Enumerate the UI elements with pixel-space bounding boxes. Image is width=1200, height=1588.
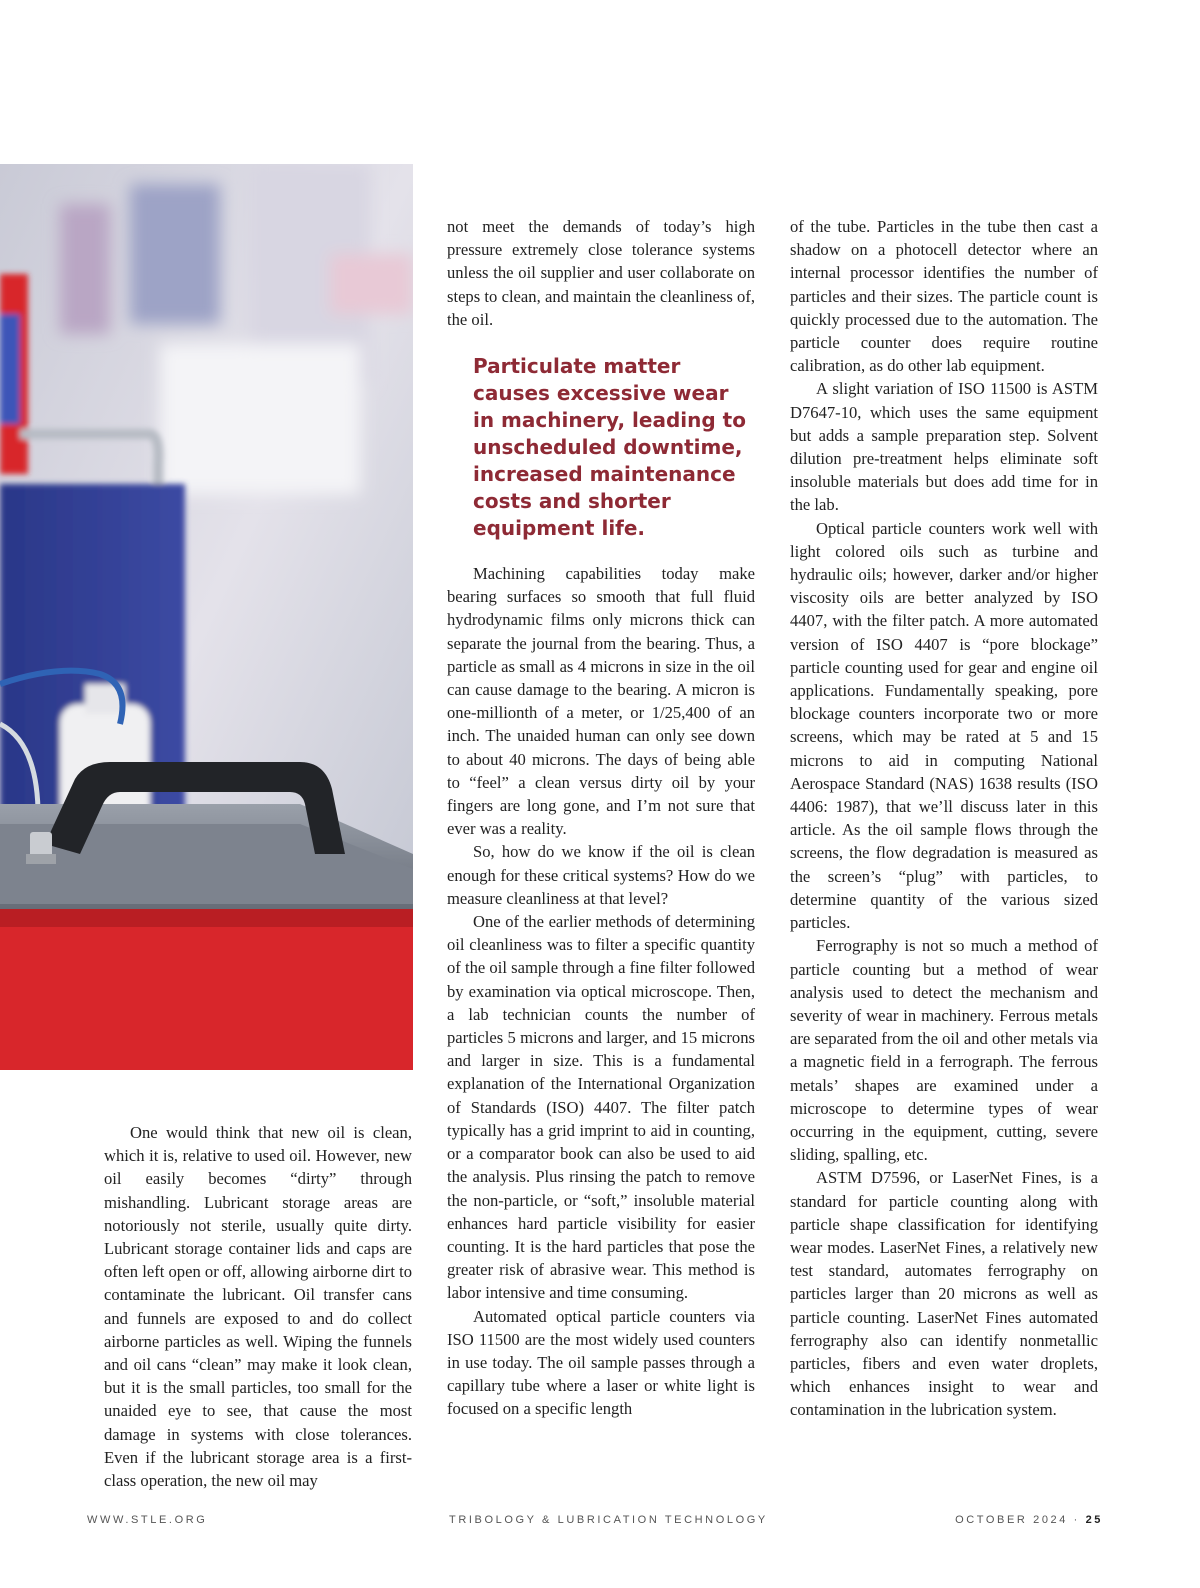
body-paragraph: One of the earlier methods of determining oil cleanliness was to filter a specific quantity of the oil sample through a fine filter followed by examination via optical microscope. Then, a lab technician counts the number of particles 5 microns and larger, and 15 microns and larger in size. This is a fundamental explanation of the International Organization of Standards (ISO) 4407. The filter patch typically has a grid imprint to aid in counting, or a comparator book can also be used to aid the analysis. Plus rinsing the patch to remove the non-particle, or “soft,” insoluble material enhances hard particle visibility for easier counting. It is the hard particles that pose the greater risk of abrasive wear. This method is labor intensive and time consuming. [447,912,755,1303]
footer-journal-name: TRIBOLOGY & LUBRICATION TECHNOLOGY [449,1514,768,1526]
right-text-column [790,215,1098,1422]
continued-paragraph: not meet the demands of today’s high pressure extremely close tolerance systems unless the oil supplier and user collaborate on steps to clean, and maintain the cleanliness of, the oil. [447,217,755,329]
footer-separator: · [1073,1514,1080,1526]
pull-quote: Particulate matter causes excessive wear in machinery, leading to unscheduled downtime, increased maintenance costs and shorter equipment life. [473,354,746,541]
body-paragraph: Ferrography is not so much a method of particle counting but a method of wear analysis used to detect the mechanism and severity of wear in machinery. Ferrous metals are separated from the oil and other metals via a magnetic field in a ferrograph. The ferrous metals’ shapes are examined under a microscope to determine types of wear occurring in the equipment, cutting, severe sliding, spalling, etc. [790,936,1098,1165]
continued-paragraph: of the tube. Particles in the tube then cast a shadow on a photocell detector where an internal processor identifies the number of particles and their sizes. The particle count is quickly processed due to the automation. The particle counter does require routine calibration, as do other lab equipment. [790,217,1098,376]
page-number: 25 [1085,1514,1103,1526]
body-paragraph: ASTM D7596, or LaserNet Fines, is a standard for particle counting along with particle shape classification for identifying wear modes. LaserNet Fines, a relatively new test standard, automates ferrography on particles larger than 20 microns as well as particle counting. LaserNet Fines automated ferrography also can identify nonmetallic particles, fibers and even water droplets, which enhances insight to wear and contamination in the lubrication system. [790,1168,1098,1420]
footer-date: OCTOBER 2024 [955,1514,1068,1526]
body-paragraph: Machining capabilities today make bearing surfaces so smooth that full fluid hydrodynamic films only microns thick can separate the journal from the bearing. Thus, a particle as small as 4 microns in size in the oil can cause damage to the bearing. A micron is one-millionth of a meter, or 1/25,400 of an inch. The unaided human can only see down to about 40 microns. The days of being able to “feel” a clean versus dirty oil by your fingers are long gone, and I’m not sure that ever was a reality. [447,564,755,839]
body-paragraph: Optical particle counters work well with light colored oils such as turbine and hydraulic oils; however, darker and/or higher viscosity oils are better analyzed by ISO 4407, with the filter patch. A more automated version of ISO 4407 is “pore blockage” particle counting used for gear and engine oil applications. Fundamentally speaking, pore blockage counters incorporate two or more screens, which may be rated at 5 and 15 microns to aid in computing National Aerospace Standard (NAS) 1638 results (ISO 4406: 1987), that we’ll discuss later in this article. As the oil sample flows through the screens, the flow degradation is measured as the screen’s “plug” with particles, to determine quantity of the various sized particles. [790,518,1098,933]
footer-date-page [955,1514,1103,1526]
left-text-column [104,1121,412,1492]
middle-text-column [447,215,755,1421]
body-paragraph: Automated optical particle counters via ISO 11500 are the most widely used counters in use today. The oil sample passes through a capillary tube where a laser or white light is focused on a specific length [447,1306,755,1419]
body-paragraph: So, how do we know if the oil is clean enough for these critical systems? How do we measure cleanliness at that level? [447,842,755,908]
lab-equipment-photo [0,164,413,1070]
body-paragraph: A slight variation of ISO 11500 is ASTM D7647-10, which uses the same equipment but adds a sample preparation step. Solvent dilution pre-treatment helps eliminate soft insoluble materials but does add time for in the lab. [790,379,1098,515]
footer-website: WWW.STLE.ORG [87,1514,208,1526]
body-paragraph: One would think that new oil is clean, which it is, relative to used oil. However, new oil easily becomes “dirty” through mishandling. Lubricant storage areas are notoriously not sterile, usually quite dirty. Lubricant storage container lids and caps are often left open or off, allowing airborne dirt to contaminate the lubricant. Oil transfer cans and funnels are exposed to and do collect airborne particles as well. Wiping the funnels and oil cans “clean” may make it look clean, but it is the small particles, too small for the unaided eye to see, that cause the most damage in systems with close tolerances. Even if the lubricant storage area is a first-class operation, the new oil may [104,1123,412,1491]
photo-illustration [0,164,413,1070]
